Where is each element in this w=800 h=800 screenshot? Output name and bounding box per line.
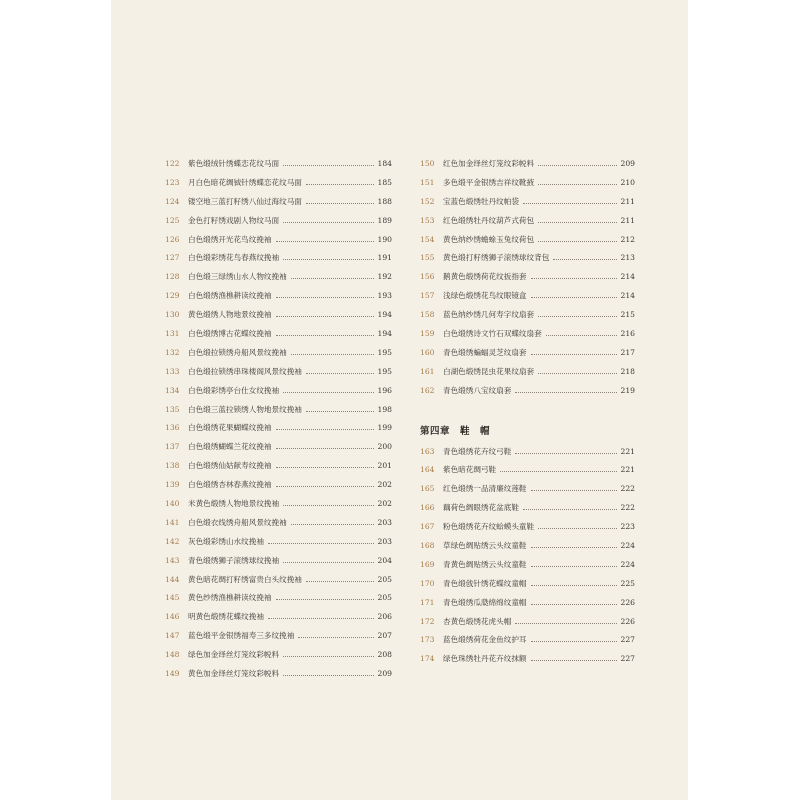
entry-number: 137 — [165, 442, 180, 452]
dot-leader — [283, 675, 373, 676]
entry-title: 青色缎绣瓜瓞绵绵纹童帽 — [443, 597, 527, 607]
entry-number: 136 — [165, 423, 180, 433]
toc-entry — [165, 588, 392, 607]
entry-title: 黄色纱绣渔樵耕读纹挽袖 — [188, 593, 272, 603]
entry-page-number: 192 — [377, 272, 392, 282]
entry-page-number: 219 — [620, 385, 635, 395]
dot-leader — [531, 585, 617, 586]
entry-number: 148 — [165, 650, 180, 660]
dot-leader — [306, 581, 374, 582]
dot-leader — [531, 354, 617, 355]
entry-number: 168 — [420, 540, 435, 550]
entry-title: 白色缎绣开光花鸟纹挽袖 — [188, 234, 272, 244]
entry-page-number: 215 — [620, 310, 635, 320]
entry-number: 163 — [420, 446, 435, 456]
entry-page-number: 184 — [377, 158, 392, 168]
entry-title: 白色缎衣线绣舟船风景纹挽袖 — [188, 517, 287, 527]
entry-page-number: 196 — [377, 385, 392, 395]
toc-entry — [165, 211, 392, 230]
entry-number: 138 — [165, 461, 180, 471]
dot-leader — [276, 448, 374, 449]
dot-leader — [531, 604, 617, 605]
entry-title: 绿色珠绣牡丹花卉纹抹额 — [443, 654, 527, 664]
toc-entry — [420, 555, 635, 574]
entry-title: 红色缎绣一品清廉纹莲鞋 — [443, 484, 527, 494]
dot-leader — [523, 203, 617, 204]
entry-number: 167 — [420, 522, 435, 532]
dot-leader — [306, 373, 374, 374]
entry-title: 青色缎绣八宝纹扇套 — [443, 385, 512, 395]
entry-page-number: 218 — [620, 366, 635, 376]
dot-leader — [283, 505, 373, 506]
entry-title: 青色缎绣蝙蝠灵芝纹扇套 — [443, 347, 527, 357]
entry-page-number: 224 — [620, 540, 635, 550]
entry-page-number: 212 — [620, 234, 635, 244]
entry-number: 141 — [165, 517, 180, 527]
entry-title: 绿色加金绎丝灯笼纹彩帨料 — [188, 650, 280, 660]
entry-number: 161 — [420, 366, 435, 376]
toc-entry — [165, 362, 392, 381]
toc-entry — [420, 517, 635, 536]
toc-entry — [165, 286, 392, 305]
entry-title: 草绿色绸贴绣云头纹童鞋 — [443, 540, 527, 550]
dot-leader — [276, 467, 374, 468]
entry-title: 白色缎彩绣花鸟春燕纹挽袖 — [188, 253, 280, 263]
entry-page-number: 198 — [377, 404, 392, 414]
dot-leader — [523, 509, 617, 510]
toc-entry — [420, 381, 635, 400]
entry-title: 青黄色绸贴绣云头纹童鞋 — [443, 559, 527, 569]
entry-number: 150 — [420, 158, 435, 168]
entry-number: 146 — [165, 612, 180, 622]
entry-page-number: 208 — [377, 650, 392, 660]
toc-entry — [165, 664, 392, 683]
entry-number: 165 — [420, 484, 435, 494]
toc-entry — [165, 418, 392, 437]
entry-number: 130 — [165, 310, 180, 320]
entry-number: 135 — [165, 404, 180, 414]
toc-entry — [165, 400, 392, 419]
entry-number: 126 — [165, 234, 180, 244]
entry-page-number: 200 — [377, 442, 392, 452]
entry-number: 129 — [165, 291, 180, 301]
toc-entry — [165, 267, 392, 286]
entry-page-number: 205 — [377, 593, 392, 603]
entry-title: 白色缎拉锁绣舟船风景纹挽袖 — [188, 347, 287, 357]
toc-entry — [420, 460, 635, 479]
entry-title: 红色加金绎丝灯笼纹彩帨料 — [443, 158, 535, 168]
toc-column-left — [165, 154, 392, 683]
entry-title: 白色缎绣渔樵耕读纹挽袖 — [188, 291, 272, 301]
entry-number: 152 — [420, 196, 435, 206]
entry-title: 粉色缎绣花卉纹蛤蟆头童鞋 — [443, 522, 535, 532]
dot-leader — [538, 184, 616, 185]
chapter-heading: 第四章 鞋 帽 — [420, 425, 491, 437]
toc-section-continued — [420, 154, 635, 400]
dot-leader — [276, 335, 374, 336]
toc-entry — [420, 324, 635, 343]
entry-number: 144 — [165, 574, 180, 584]
entry-page-number: 190 — [377, 234, 392, 244]
entry-number: 156 — [420, 272, 435, 282]
entry-page-number: 209 — [377, 668, 392, 678]
entry-page-number: 223 — [620, 522, 635, 532]
entry-number: 134 — [165, 385, 180, 395]
entry-number: 151 — [420, 177, 435, 187]
entry-page-number: 210 — [620, 177, 635, 187]
entry-title: 青色缎绣花卉纹弓鞋 — [443, 446, 512, 456]
toc-entry — [420, 442, 635, 461]
entry-number: 166 — [420, 503, 435, 513]
entry-number: 164 — [420, 465, 435, 475]
entry-page-number: 202 — [377, 480, 392, 490]
entry-page-number: 227 — [620, 654, 635, 664]
entry-number: 154 — [420, 234, 435, 244]
entry-number: 158 — [420, 310, 435, 320]
entry-title: 月白色暗花绸钺针绣蝶恋花纹马面 — [188, 177, 302, 187]
entry-page-number: 206 — [377, 612, 392, 622]
entry-title: 黄色加金绎丝灯笼纹彩帨料 — [188, 668, 280, 678]
toc-entry — [420, 362, 635, 381]
toc-entry — [420, 479, 635, 498]
toc-entry — [165, 305, 392, 324]
entry-page-number: 204 — [377, 555, 392, 565]
dot-leader — [283, 562, 373, 563]
entry-number: 153 — [420, 215, 435, 225]
toc-entry — [165, 437, 392, 456]
entry-page-number: 214 — [620, 272, 635, 282]
dot-leader — [531, 297, 617, 298]
toc-entry — [165, 192, 392, 211]
entry-number: 171 — [420, 597, 435, 607]
entry-title: 白色缎绣博古花蝶纹挽袖 — [188, 328, 272, 338]
entry-number: 122 — [165, 158, 180, 168]
dot-leader — [268, 618, 374, 619]
dot-leader — [276, 316, 374, 317]
entry-number: 124 — [165, 196, 180, 206]
entry-title: 黄色缎绣人物地景纹挽袖 — [188, 310, 272, 320]
toc-entry — [165, 513, 392, 532]
dot-leader — [515, 453, 616, 454]
entry-title: 白色缎绣诗文竹石双蝶纹扇套 — [443, 328, 542, 338]
dot-leader — [276, 297, 374, 298]
entry-title: 蓝色纳纱绣几何寿字纹扇套 — [443, 310, 535, 320]
dot-leader — [283, 165, 373, 166]
entry-number: 133 — [165, 366, 180, 376]
toc-entry — [165, 154, 392, 173]
entry-number: 145 — [165, 593, 180, 603]
entry-page-number: 222 — [620, 484, 635, 494]
entry-page-number: 207 — [377, 631, 392, 641]
toc-entry — [165, 248, 392, 267]
toc-entry — [420, 230, 635, 249]
entry-page-number: 188 — [377, 196, 392, 206]
entry-title: 白色缎绣仙姑献寿纹挽袖 — [188, 461, 272, 471]
entry-number: 159 — [420, 328, 435, 338]
toc-section-shoes-hats — [420, 442, 635, 669]
dot-leader — [546, 335, 617, 336]
entry-title: 镂空地三蓝打籽绣八仙过海纹马面 — [188, 196, 302, 206]
entry-number: 143 — [165, 555, 180, 565]
toc-entry — [165, 230, 392, 249]
entry-number: 140 — [165, 498, 180, 508]
entry-page-number: 193 — [377, 291, 392, 301]
entry-title: 藕荷色绸眼绣花盆底鞋 — [443, 503, 519, 513]
entry-page-number: 216 — [620, 328, 635, 338]
entry-number: 132 — [165, 347, 180, 357]
entry-page-number: 213 — [620, 253, 635, 263]
entry-number: 170 — [420, 578, 435, 588]
dot-leader — [531, 566, 617, 567]
toc-entry — [420, 154, 635, 173]
dot-leader — [500, 471, 616, 472]
toc-entry — [165, 381, 392, 400]
entry-number: 142 — [165, 536, 180, 546]
dot-leader — [553, 259, 616, 260]
dot-leader — [538, 241, 616, 242]
entry-number: 131 — [165, 328, 180, 338]
entry-page-number: 194 — [377, 310, 392, 320]
toc-entry — [165, 456, 392, 475]
entry-number: 169 — [420, 559, 435, 569]
dot-leader — [298, 637, 373, 638]
toc-entry — [420, 630, 635, 649]
dot-leader — [515, 392, 616, 393]
entry-page-number: 222 — [620, 503, 635, 513]
dot-leader — [538, 316, 616, 317]
entry-number: 128 — [165, 272, 180, 282]
dot-leader — [291, 524, 374, 525]
entry-number: 139 — [165, 480, 180, 490]
entry-number: 172 — [420, 616, 435, 626]
entry-title: 蓝色缎平金银绣福寿三多纹挽袖 — [188, 631, 295, 641]
toc-entry — [165, 551, 392, 570]
entry-page-number: 221 — [620, 446, 635, 456]
toc-entry — [420, 248, 635, 267]
dot-leader — [531, 660, 617, 661]
entry-title: 红色缎绣牡丹纹葫芦式荷包 — [443, 215, 535, 225]
entry-page-number: 189 — [377, 215, 392, 225]
toc-entry — [420, 211, 635, 230]
dot-leader — [291, 278, 374, 279]
dot-leader — [283, 259, 373, 260]
entry-number: 149 — [165, 668, 180, 678]
entry-page-number: 211 — [620, 215, 635, 225]
toc-entry — [165, 626, 392, 645]
dot-leader — [283, 392, 373, 393]
entry-page-number: 226 — [620, 616, 635, 626]
entry-title: 白色缎绣蝴蝶兰花纹挽袖 — [188, 442, 272, 452]
entry-title: 紫色缎绒针绣蝶恋花纹马面 — [188, 158, 280, 168]
toc-entry — [165, 343, 392, 362]
entry-number: 174 — [420, 654, 435, 664]
toc-entry — [165, 607, 392, 626]
entry-number: 160 — [420, 347, 435, 357]
entry-page-number: 227 — [620, 635, 635, 645]
entry-title: 白色缎绣杏林春燕纹挽袖 — [188, 480, 272, 490]
entry-title: 黄色暗花绸打籽绣富贵白头纹挽袖 — [188, 574, 302, 584]
dot-leader — [515, 623, 616, 624]
entry-title: 杏黄色缎绣花虎头帽 — [443, 616, 512, 626]
entry-page-number: 201 — [377, 461, 392, 471]
entry-number: 162 — [420, 385, 435, 395]
entry-page-number: 214 — [620, 291, 635, 301]
entry-title: 白湖色缎绣昆虫花果纹扇套 — [443, 366, 535, 376]
entry-page-number: 202 — [377, 498, 392, 508]
dot-leader — [283, 222, 373, 223]
dot-leader — [538, 165, 616, 166]
entry-title: 金色打籽绣戏剧人物纹马面 — [188, 215, 280, 225]
toc-entry — [420, 574, 635, 593]
entry-page-number: 221 — [620, 465, 635, 475]
entry-page-number: 195 — [377, 347, 392, 357]
entry-page-number: 224 — [620, 559, 635, 569]
entry-number: 173 — [420, 635, 435, 645]
entry-number: 155 — [420, 253, 435, 263]
dot-leader — [276, 599, 374, 600]
entry-number: 125 — [165, 215, 180, 225]
entry-number: 147 — [165, 631, 180, 641]
entry-page-number: 194 — [377, 328, 392, 338]
dot-leader — [531, 490, 617, 491]
dot-leader — [276, 241, 374, 242]
dot-leader — [538, 528, 616, 529]
entry-title: 蓝色缎绣荷花金鱼纹护耳 — [443, 635, 527, 645]
entry-title: 多色缎平金银绣吉祥纹靴掖 — [443, 177, 535, 187]
entry-page-number: 185 — [377, 177, 392, 187]
entry-title: 白色缎三蓝拉锁绣人物地景纹挽袖 — [188, 404, 302, 414]
toc-entry — [420, 173, 635, 192]
toc-entry — [420, 536, 635, 555]
toc-entry — [420, 305, 635, 324]
dot-leader — [538, 222, 616, 223]
toc-entry — [420, 343, 635, 362]
entry-title: 白色缎彩绣亭台仕女纹挽袖 — [188, 385, 280, 395]
dot-leader — [538, 373, 616, 374]
entry-page-number: 217 — [620, 347, 635, 357]
toc-entry — [420, 649, 635, 668]
entry-number: 157 — [420, 291, 435, 301]
dot-leader — [531, 547, 617, 548]
entry-number: 127 — [165, 253, 180, 263]
toc-entry — [165, 173, 392, 192]
entry-title: 黄色缎打籽绣狮子滚绣球纹背包 — [443, 253, 550, 263]
dot-leader — [306, 203, 374, 204]
entry-title: 黄色纳纱绣蟾蜍玉兔纹荷包 — [443, 234, 535, 244]
dot-leader — [531, 278, 617, 279]
entry-page-number: 191 — [377, 253, 392, 263]
entry-title: 紫色暗花绸弓鞋 — [443, 465, 497, 475]
entry-title: 鹅黄色缎绣荷花纹扳指套 — [443, 272, 527, 282]
toc-entry — [165, 645, 392, 664]
toc-column-right — [420, 154, 635, 668]
entry-page-number: 225 — [620, 578, 635, 588]
entry-page-number: 203 — [377, 536, 392, 546]
entry-title: 明黄色缎绣花蝶纹挽袖 — [188, 612, 264, 622]
entry-title: 灰色缎彩绣山水纹挽袖 — [188, 536, 264, 546]
toc-entry — [420, 192, 635, 211]
dot-leader — [306, 411, 374, 412]
dot-leader — [276, 429, 374, 430]
entry-title: 浅绿色缎绣花鸟纹眼镜盒 — [443, 291, 527, 301]
entry-title: 白色缎拉锁绣串珠楼阁风景纹挽袖 — [188, 366, 302, 376]
toc-entry — [165, 475, 392, 494]
entry-number: 123 — [165, 177, 180, 187]
entry-title: 青色缎戗针绣花蝶纹童帽 — [443, 578, 527, 588]
entry-page-number: 195 — [377, 366, 392, 376]
entry-title: 宝蓝色缎绣牡丹纹帕袋 — [443, 196, 519, 206]
entry-title: 米黄色缎绣人物地景纹挽袖 — [188, 498, 280, 508]
entry-page-number: 203 — [377, 517, 392, 527]
toc-entry — [420, 267, 635, 286]
dot-leader — [276, 486, 374, 487]
toc-entry — [165, 532, 392, 551]
dot-leader — [268, 543, 374, 544]
dot-leader — [283, 656, 373, 657]
entry-title: 白色缎三绿绣山水人物纹挽袖 — [188, 272, 287, 282]
toc-entry — [420, 286, 635, 305]
toc-entry — [165, 570, 392, 589]
toc-entry — [420, 498, 635, 517]
dot-leader — [306, 184, 374, 185]
entry-page-number: 205 — [377, 574, 392, 584]
entry-page-number: 226 — [620, 597, 635, 607]
entry-page-number: 211 — [620, 196, 635, 206]
entry-title: 白色缎绣花果蝴蝶纹挽袖 — [188, 423, 272, 433]
toc-entry — [420, 612, 635, 631]
entry-page-number: 209 — [620, 158, 635, 168]
dot-leader — [531, 641, 617, 642]
dot-leader — [291, 354, 374, 355]
toc-entry — [420, 593, 635, 612]
toc-entry — [165, 324, 392, 343]
toc-entry — [165, 494, 392, 513]
entry-page-number: 199 — [377, 423, 392, 433]
entry-title: 青色缎绣狮子滚绣球纹挽袖 — [188, 555, 280, 565]
